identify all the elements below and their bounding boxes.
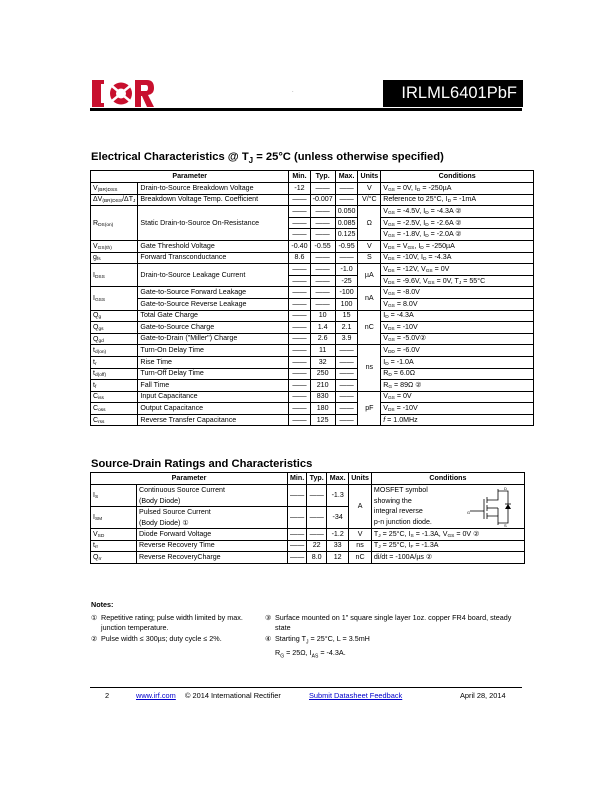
notes-section: [91, 600, 512, 660]
mosfet-symbol-icon: [464, 487, 520, 527]
table-row: $\Delta V_{(BR)DSS}/\Delta T_J$ Breakdown Voltage Temp. Coefficient —— -0.007 —— V/°C Reference to 25°C, $I_D = -1mA$: [91, 194, 534, 206]
source-drain-title: Source-Drain Ratings and Characteristics: [91, 458, 313, 470]
table-row: $R_{DS(on)}$ Static Drain-to-Source On-Resistance —— —— 0.050 Ω $V_{GS} = -4.5V$, $I_D = -4.3A$ ②: [91, 206, 534, 218]
note-2: ② Pulse width ≤ 300µs; duty cycle ≤ 2%.: [91, 634, 222, 644]
table-row: $g_{fs}$ Forward Transconductance 8.6 —— —— S $V_{DS} = -10V$, $I_D = -4.3A$: [91, 252, 534, 264]
table-row: $V_{GS(th)}$ Gate Threshold Voltage -0.40 -0.55 -0.95 V $V_{DS} = V_{GS}$, $I_D = -250\mu A$: [91, 240, 534, 252]
table-row: $Q_{rr}$ Reverse RecoveryCharge —— 8.0 12 nC di/dt = -100A/µs ②: [91, 552, 525, 564]
table-row: $C_{iss}$ Input Capacitance —— 830 —— pF $V_{GS} = 0V$: [91, 391, 534, 403]
dot-mark: ·: [292, 89, 294, 95]
svg-text:G: G: [466, 510, 471, 515]
note-3: ③ Surface mounted on 1" square single layer 1oz. copper FR4 board, steady state: [265, 613, 512, 633]
note-1: ① Repetitive rating; pulse width limited by max. junction temperature.: [91, 613, 243, 633]
table-row: $t_f$ Fall Time —— 210 —— $R_G = 89\Omega$ ②: [91, 380, 534, 392]
table-header-row: Parameter Min. Typ. Max. Units Conditions: [91, 473, 525, 485]
table-row: $I_{SM}$ Pulsed Source Current (Body Diode) ① —— —— -34: [91, 507, 525, 529]
table-row: $I_{GSS}$ Gate-to-Source Forward Leakage —— —— -100 nA $V_{GS} = -8.0V$: [91, 287, 534, 299]
table-row: —— —— -25 $V_{DS} = -9.6V$, $V_{GS} = 0V$, $T_J = 55^\circ C$: [91, 275, 534, 287]
table-row: $C_{oss}$ Output Capacitance —— 180 —— $V_{DS} = -10V$: [91, 403, 534, 415]
table-row: $V_{SD}$ Diode Forward Voltage —— —— -1.2 V $T_J = 25^\circ C$, $I_S = -1.3A$, $V_{GS} = 0V$ ②: [91, 529, 525, 541]
table-row: $Q_g$ Total Gate Charge —— 10 15 nC $I_D = -4.3A$: [91, 310, 534, 322]
submit-feedback-link[interactable]: Submit Datasheet Feedback: [309, 691, 403, 700]
source-drain-table: [90, 472, 525, 564]
table-row: $C_{rss}$ Reverse Transfer Capacitance —— 125 —— f = 1.0MHz: [91, 414, 534, 426]
table-row: $Q_{gs}$ Gate-to-Source Charge —— 1.4 2.1 $V_{DS} = -10V$: [91, 322, 534, 334]
copyright-text: © 2014 International Rectifier: [185, 691, 281, 700]
svg-text:S: S: [503, 523, 507, 527]
table-header-row: Parameter Min. Typ. Max. Units Conditions: [91, 171, 534, 183]
notes-heading: Notes:: [91, 600, 114, 609]
table-row: $Q_{gd}$ Gate-to-Drain ("Miller") Charge —— 2.6 3.9 $V_{GS}$ = -5.0V②: [91, 333, 534, 345]
table-row: $I_S$ Continuous Source Current (Body Diode) —— —— -1.3 A MOSFET symbol showing the integral reverse p-n junction diode. D G S: [91, 485, 525, 507]
table-row: $t_r$ Rise Time —— 32 —— $I_D = -1.0A$: [91, 356, 534, 368]
electrical-characteristics-title: Electrical Characteristics @ $T_J = 25^\circ C$ (unless otherwise specified): [91, 151, 444, 166]
table-row: $t_{d(off)}$ Turn-Off Delay Time —— 250 —— $R_D = 6.0\Omega$: [91, 368, 534, 380]
table-row: —— —— 0.085 $V_{GS} = -2.5V$, $I_D = -2.6A$ ②: [91, 217, 534, 229]
header-rule: [90, 108, 522, 111]
table-row: $I_{DSS}$ Drain-to-Source Leakage Current —— —— -1.0 µA $V_{DS} = -12V$, $V_{GS} = 0V$: [91, 264, 534, 276]
table-row: $t_{d(on)}$ Turn-On Delay Time —— 11 —— ns $V_{DD} = -6.0V$: [91, 345, 534, 357]
note-4: ④ Starting $T_J = 25^\circ C$, L = 3.5mH $R_G = 25\Omega$, $I_{AS} = -4.3A$.: [265, 634, 370, 660]
table-row: Gate-to-Source Reverse Leakage —— —— 100 $V_{GS} = 8.0V$: [91, 298, 534, 310]
footer-date: April 28, 2014: [460, 691, 506, 700]
ir-logo: [92, 80, 154, 107]
page-footer: [90, 687, 522, 702]
part-number: IRLML6401PbF: [383, 80, 523, 107]
electrical-characteristics-table: [90, 170, 534, 426]
page-number: 2: [105, 691, 110, 700]
svg-text:D: D: [503, 487, 507, 491]
table-row: $t_{rr}$ Reverse Recovery Time —— 22 33 ns $T_J = 25^\circ C$, $I_F = -1.3A$: [91, 540, 525, 552]
table-row: $V_{(BR)DSS}$ Drain-to-Source Breakdown Voltage -12 —— —— V $V_{GS} = 0V$, $I_D = -250\mu A$: [91, 183, 534, 195]
table-row: —— —— 0.125 $V_{GS} = -1.8V$, $I_D = -2.0A$ ②: [91, 229, 534, 241]
website-link[interactable]: www.irf.com: [136, 691, 176, 700]
